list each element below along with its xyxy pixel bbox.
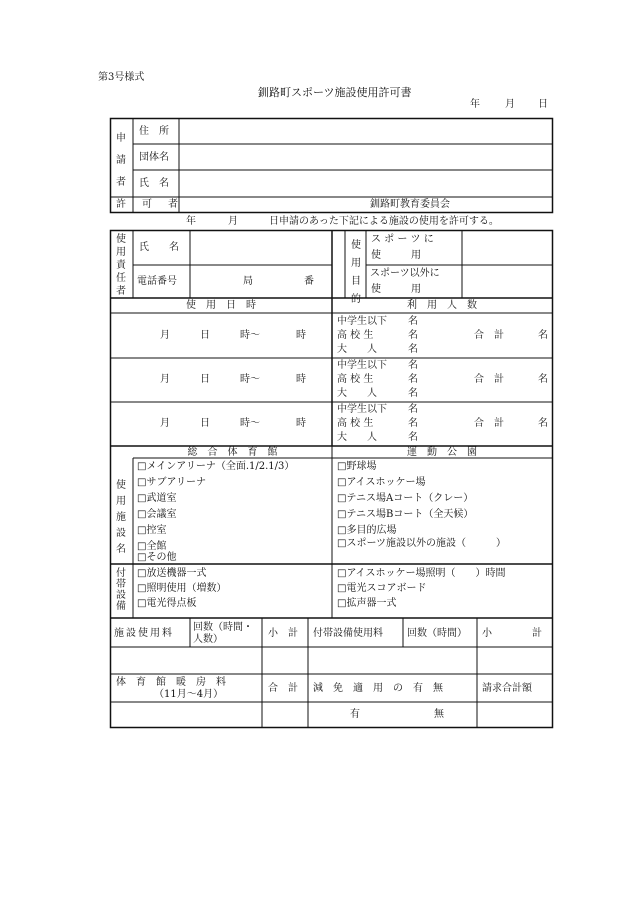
- high-unit: 名: [408, 418, 418, 429]
- permission-month: 月: [228, 216, 238, 227]
- junior-label: 中学生以下: [337, 404, 387, 415]
- row-from: 時〜: [240, 330, 260, 341]
- equip-electric-scoreboard[interactable]: □電光スコアボード: [337, 583, 427, 594]
- total-label: 合 計: [474, 374, 504, 385]
- purpose-sport-2: 使 用: [371, 250, 421, 261]
- reduction-yes[interactable]: 有: [350, 709, 360, 720]
- row-month: 月: [160, 418, 170, 429]
- total-unit: 名: [538, 330, 548, 341]
- adult-label: 大 人: [337, 388, 377, 399]
- gym-item-other[interactable]: □その他: [137, 552, 177, 563]
- row-month: 月: [160, 330, 170, 341]
- heating-label: 体 育 館 暖 房 料: [116, 677, 226, 688]
- equip-ice-lighting[interactable]: □アイスホッケー場照明（ ）時間: [337, 568, 506, 579]
- facilities-label: 使用施設名: [116, 480, 126, 555]
- row-from: 時〜: [240, 374, 260, 385]
- park-item-tennis-b[interactable]: □テニス場Bコート（全天候）: [337, 509, 474, 520]
- phone-number: 番: [304, 276, 314, 287]
- row-day: 日: [200, 418, 210, 429]
- group-label: 団体名: [139, 152, 169, 163]
- park-item-non-sport[interactable]: □スポーツ施設以外の施設（ ）: [337, 538, 507, 549]
- park-header: 運 動 公 園: [407, 447, 477, 458]
- equip-loudspeaker[interactable]: □拡声器一式: [337, 598, 397, 609]
- junior-unit: 名: [408, 360, 418, 371]
- equip-broadcast[interactable]: □放送機器一式: [137, 568, 207, 579]
- date-year: 年: [470, 99, 480, 110]
- equip-lighting[interactable]: □照明使用（増数）: [137, 583, 227, 594]
- date-day: 日: [538, 99, 548, 110]
- permitter-value: 釧路町教育委員会: [370, 199, 450, 210]
- row-month: 月: [160, 374, 170, 385]
- permitter-label: 許 可 者: [116, 199, 181, 210]
- permission-year: 年: [186, 216, 196, 227]
- row-to: 時: [296, 330, 306, 341]
- count-label-2: 人数）: [193, 634, 223, 645]
- adult-unit: 名: [408, 432, 418, 443]
- applicant-label: 申請者: [116, 133, 126, 188]
- date-month: 月: [505, 99, 515, 110]
- row-day: 日: [200, 330, 210, 341]
- total-unit: 名: [538, 374, 548, 385]
- gym-item-sub-arena[interactable]: □サブアリーナ: [137, 477, 207, 488]
- park-item-baseball[interactable]: □野球場: [337, 461, 377, 472]
- fee-total-label: 合 計: [268, 683, 298, 694]
- usage-datetime-header: 使 用 日 時: [186, 300, 256, 311]
- gym-item-whole-building[interactable]: □全館: [137, 541, 167, 552]
- equipment-label: 付帯設備: [116, 568, 126, 612]
- purpose-other-1: スポーツ以外に: [370, 268, 440, 279]
- high-label: 高 校 生: [337, 330, 374, 341]
- gym-item-main-arena[interactable]: □メインアリーナ（全面.1/2.1/3）: [137, 461, 295, 472]
- equip-fee-label: 付帯設備使用料: [313, 628, 383, 639]
- usage-people-header: 利 用 人 数: [407, 300, 477, 311]
- total-label: 合 計: [474, 418, 504, 429]
- park-item-tennis-a[interactable]: □テニス場Aコート（クレー）: [337, 493, 474, 504]
- responsible-name-label: 氏 名: [139, 242, 179, 253]
- junior-label: 中学生以下: [337, 360, 387, 371]
- reduction-no[interactable]: 無: [434, 709, 444, 720]
- adult-unit: 名: [408, 344, 418, 355]
- row-from: 時〜: [240, 418, 260, 429]
- gym-item-martial-arts[interactable]: □武道室: [137, 493, 177, 504]
- purpose-label: 使用目的: [351, 240, 361, 305]
- phone-station: 局: [243, 276, 253, 287]
- permission-sentence: 日申請のあった下記による施設の使用を許可する。: [269, 216, 499, 227]
- row-to: 時: [296, 374, 306, 385]
- park-item-ice-hockey[interactable]: □アイスホッケー場: [337, 477, 426, 488]
- total-unit: 名: [538, 418, 548, 429]
- name-label: 氏 名: [139, 178, 169, 189]
- purpose-other-2: 使 用: [371, 284, 421, 295]
- gym-item-waiting-room[interactable]: □控室: [137, 525, 167, 536]
- row-to: 時: [296, 418, 306, 429]
- page-title: 釧路町スポーツ施設使用許可書: [258, 86, 412, 99]
- adult-label: 大 人: [337, 432, 377, 443]
- gym-item-meeting-room[interactable]: □会議室: [137, 509, 177, 520]
- adult-label: 大 人: [337, 344, 377, 355]
- row-day: 日: [200, 374, 210, 385]
- high-label: 高 校 生: [337, 418, 374, 429]
- count-time-label: 回数（時間）: [407, 628, 467, 639]
- form-number: 第3号様式: [98, 72, 145, 83]
- high-unit: 名: [408, 374, 418, 385]
- subtotal2-label: 小 計: [482, 628, 542, 639]
- address-label: 住 所: [139, 126, 169, 137]
- high-label: 高 校 生: [337, 374, 374, 385]
- junior-unit: 名: [408, 404, 418, 415]
- facility-fee-label: 施設使用料: [114, 628, 174, 639]
- equip-scoreboard[interactable]: □電光得点板: [137, 598, 197, 609]
- billing-total-label: 請求合計額: [482, 683, 532, 694]
- heating-period: （11月〜4月）: [154, 689, 224, 700]
- total-label: 合 計: [474, 330, 504, 341]
- park-item-multipurpose[interactable]: □多目的広場: [337, 525, 397, 536]
- gym-header: 総 合 体 育 館: [187, 447, 278, 458]
- reduction-label: 減 免 適 用 の 有 無: [313, 683, 443, 694]
- responsible-label: 使用責任者: [116, 234, 126, 297]
- junior-label: 中学生以下: [337, 316, 387, 327]
- adult-unit: 名: [408, 388, 418, 399]
- phone-label: 電話番号: [137, 276, 177, 287]
- subtotal-label: 小 計: [268, 628, 298, 639]
- junior-unit: 名: [408, 316, 418, 327]
- count-label-1: 回数（時間・: [193, 622, 253, 633]
- high-unit: 名: [408, 330, 418, 341]
- purpose-sport-1: ス ポ ー ツ に: [371, 234, 434, 245]
